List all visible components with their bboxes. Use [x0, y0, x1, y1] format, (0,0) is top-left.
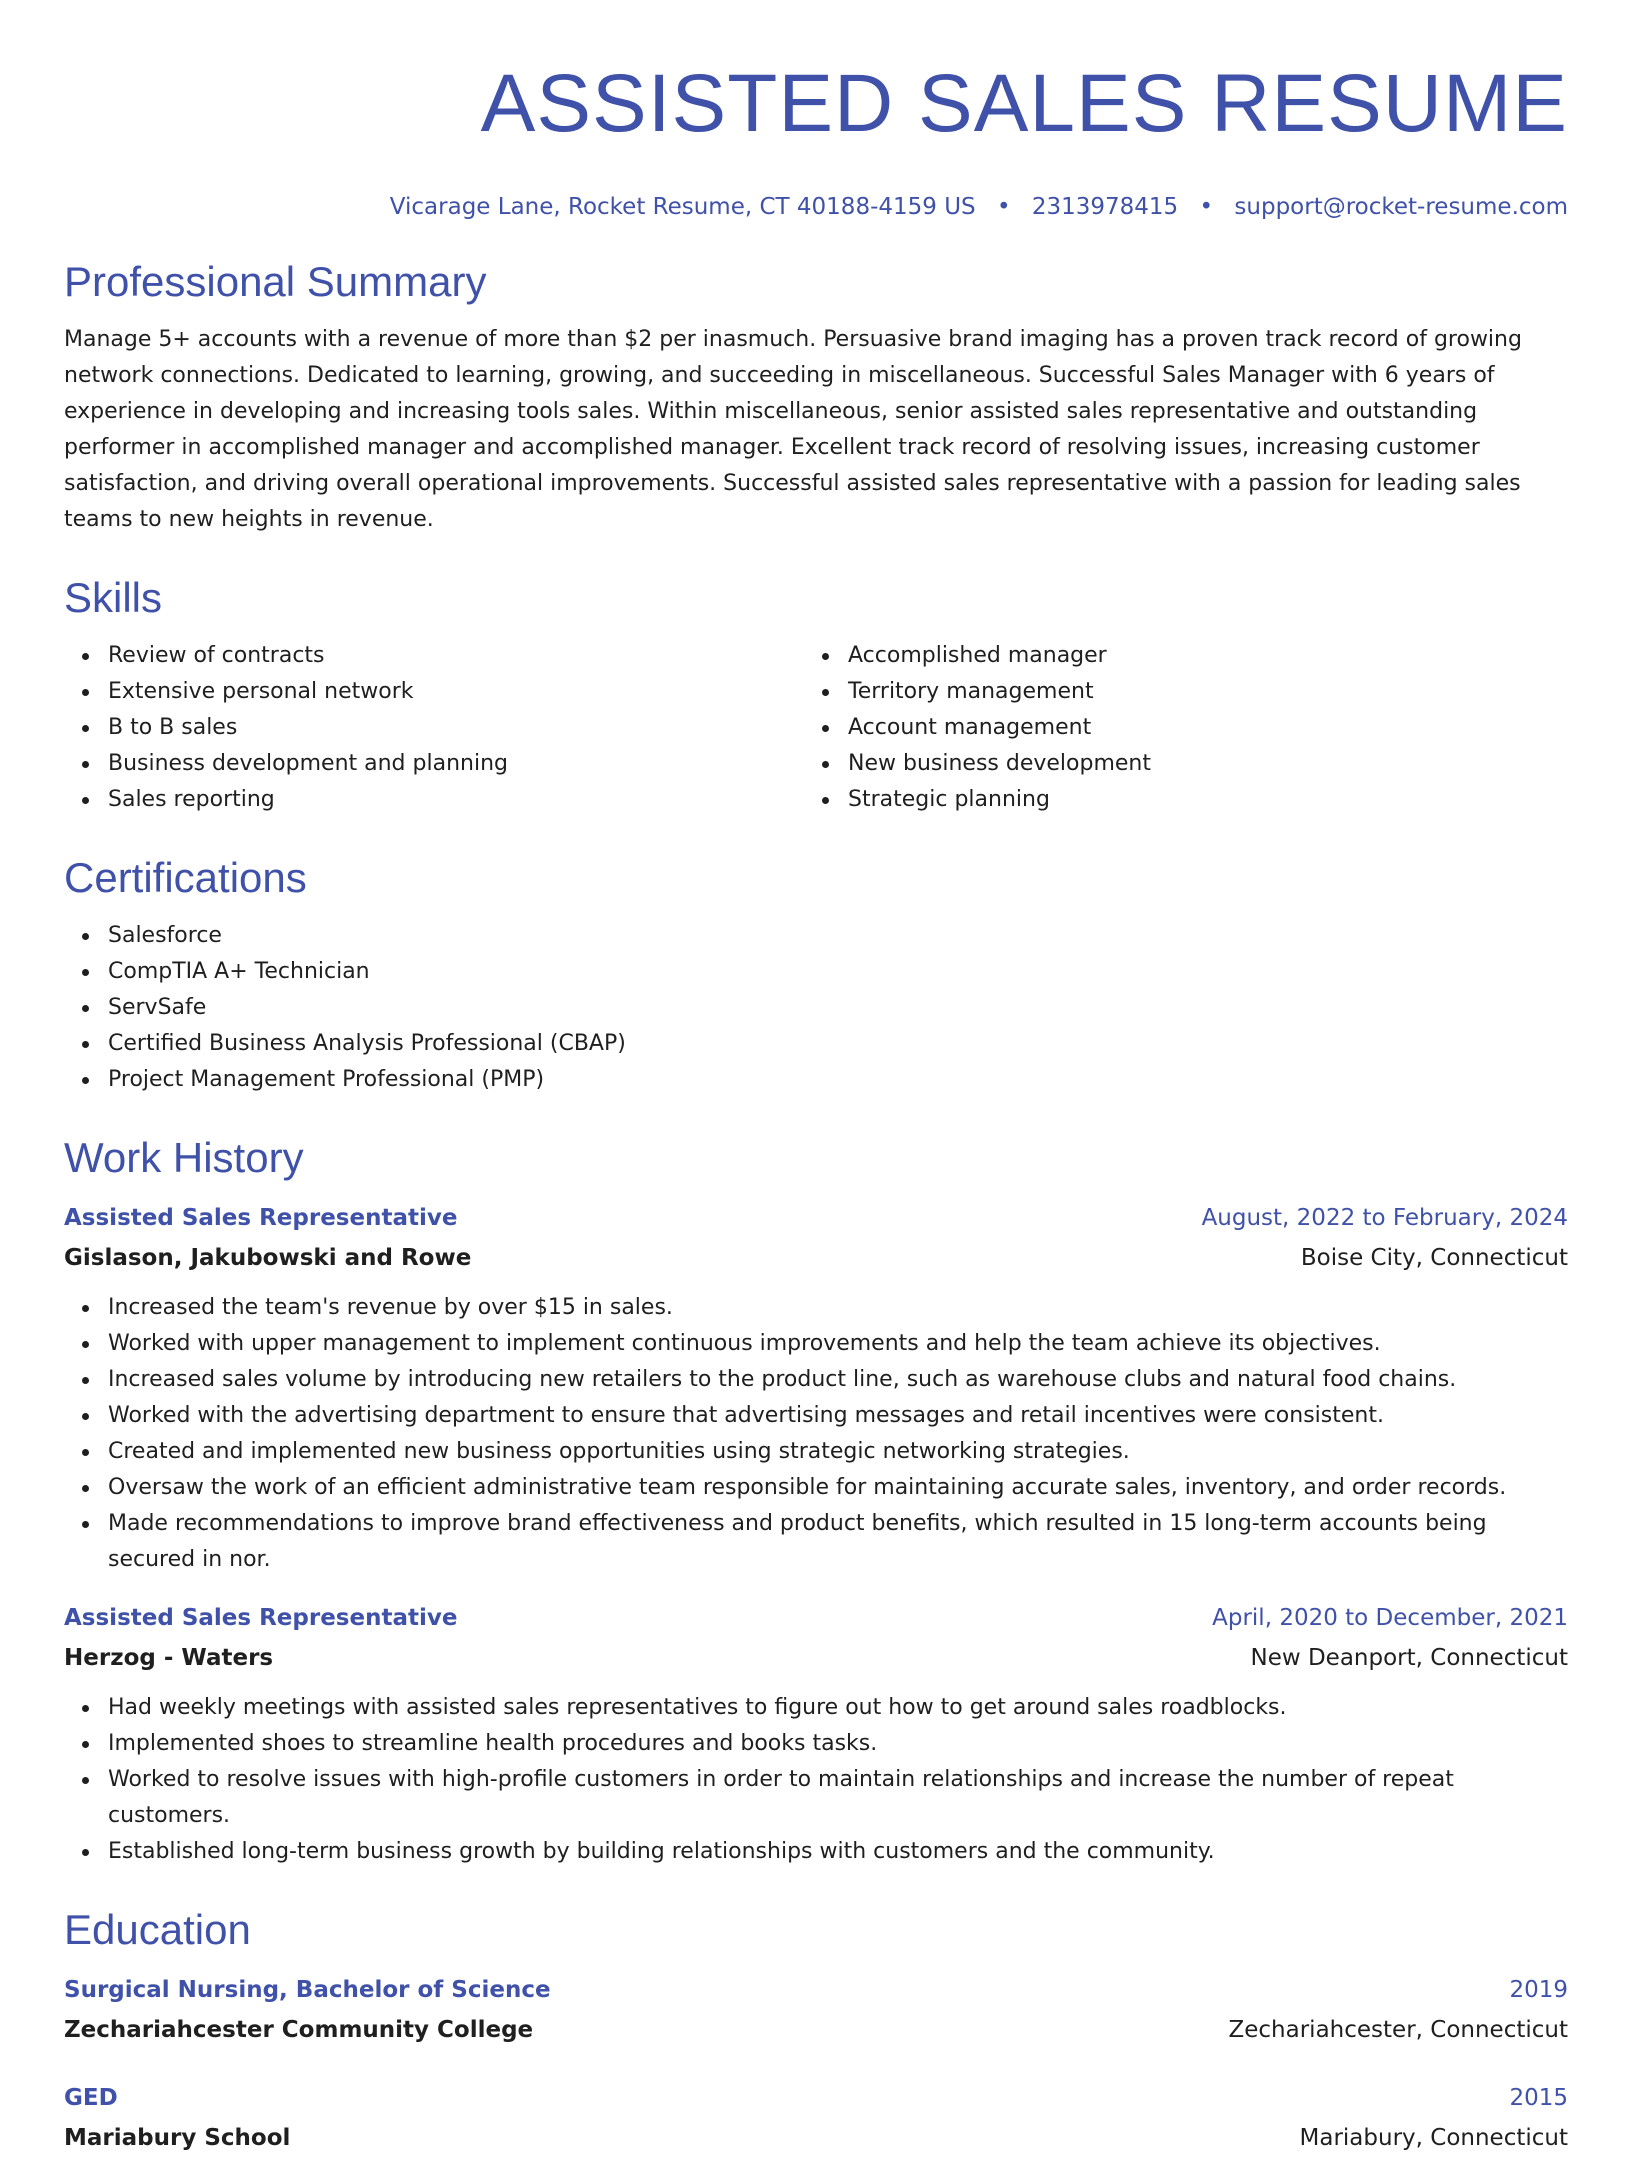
- job-bullet: Had weekly meetings with assisted sales representatives to figure out how to get around sales roadblocks.: [108, 1690, 1568, 1726]
- job-dates: August, 2022 to February, 2024: [1201, 1205, 1568, 1231]
- contact-address: Vicarage Lane, Rocket Resume, CT 40188-4159 US: [389, 194, 976, 220]
- job-company-row: [64, 1638, 1568, 1678]
- skills-grid: [64, 638, 1568, 818]
- summary-section: [64, 256, 1568, 538]
- skill-item: Territory management: [848, 674, 1544, 710]
- certifications-heading: Certifications: [64, 854, 307, 901]
- job-company: Herzog - Waters: [64, 1645, 274, 1671]
- education-location: Zechariahcester, Connecticut: [1228, 2017, 1568, 2043]
- certifications-list: [64, 918, 1568, 1098]
- skill-item: New business development: [848, 746, 1544, 782]
- job-title-row: [64, 1598, 1568, 1638]
- job-bullet: Worked with upper management to implement continuous improvements and help the team achieve its objectives.: [108, 1326, 1568, 1362]
- skill-item: Review of contracts: [108, 638, 804, 674]
- skills-heading: Skills: [64, 574, 163, 621]
- skill-item: Strategic planning: [848, 782, 1544, 818]
- skills-list-right: [804, 638, 1544, 818]
- certification-item: Certified Business Analysis Professional (CBAP): [108, 1026, 1568, 1062]
- resume-title: ASSISTED SALES RESUME: [480, 58, 1568, 149]
- skills-section: [64, 572, 1568, 818]
- contact-separator: •: [1199, 194, 1214, 220]
- job-bullet: Implemented shoes to streamline health procedures and books tasks.: [108, 1726, 1568, 1762]
- job-dates: April, 2020 to December, 2021: [1212, 1605, 1568, 1631]
- job-bullet: Worked with the advertising department to ensure that advertising messages and retail incentives were consistent.: [108, 1398, 1568, 1434]
- education-degree-row: [64, 1970, 1568, 2010]
- skill-item: Accomplished manager: [848, 638, 1544, 674]
- job-role: Assisted Sales Representative: [64, 1205, 458, 1231]
- skill-item: Extensive personal network: [108, 674, 804, 710]
- education-school: Mariabury School: [64, 2125, 291, 2151]
- skill-item: Account management: [848, 710, 1544, 746]
- job-bullet: Oversaw the work of an efficient administrative team responsible for maintaining accurate sales, inventory, and order records.: [108, 1470, 1568, 1506]
- contact-phone: 2313978415: [1031, 194, 1179, 220]
- job-role: Assisted Sales Representative: [64, 1605, 458, 1631]
- certification-item: Project Management Professional (PMP): [108, 1062, 1568, 1098]
- education-heading: Education: [64, 1906, 251, 1953]
- job-bullet: Increased the team's revenue by over $15 in sales.: [108, 1290, 1568, 1326]
- education-location: Mariabury, Connecticut: [1299, 2125, 1568, 2151]
- job-bullet: Made recommendations to improve brand effectiveness and product benefits, which resulted in 15 long-term accounts being secured in nor.: [108, 1506, 1568, 1578]
- summary-text: Manage 5+ accounts with a revenue of more than $2 per inasmuch. Persuasive brand imaging has a proven track record of growing network connections. Dedicated to learning, growing, and succeeding in miscellaneous. Successful Sales Manager with 6 years of experience in developing and increasing tools sales. Within miscellaneous, senior assisted sales representative and outstanding performer in accomplished manager and accomplished manager. Excellent track record of resolving issues, increasing customer satisfaction, and driving overall operational improvements. Successful assisted sales representative with a passion for leading sales teams to new heights in revenue.: [64, 327, 1522, 532]
- skills-column-left: [64, 638, 804, 818]
- education-year: 2015: [1509, 2085, 1568, 2111]
- job-title-row: [64, 1198, 1568, 1238]
- education-year: 2019: [1509, 1977, 1568, 2003]
- work-history-section: [64, 1132, 1568, 1870]
- education-entry: [64, 2078, 1568, 2158]
- job-bullet: Worked to resolve issues with high-profile customers in order to maintain relationships and increase the number of repeat customers.: [108, 1762, 1568, 1834]
- job-location: New Deanport, Connecticut: [1250, 1645, 1568, 1671]
- job-company-row: [64, 1238, 1568, 1278]
- job-location: Boise City, Connecticut: [1300, 1245, 1568, 1271]
- job-bullet: Created and implemented new business opportunities using strategic networking strategies.: [108, 1434, 1568, 1470]
- job-bullet: Established long-term business growth by building relationships with customers and the community.: [108, 1834, 1568, 1870]
- job-bullets: [64, 1290, 1568, 1578]
- job-entry: [64, 1198, 1568, 1578]
- education-degree-row: [64, 2078, 1568, 2118]
- education-school-row: [64, 2118, 1568, 2158]
- summary-heading: Professional Summary: [64, 258, 487, 305]
- skill-item: Sales reporting: [108, 782, 804, 818]
- education-degree: GED: [64, 2085, 118, 2111]
- skill-item: Business development and planning: [108, 746, 804, 782]
- certifications-section: [64, 852, 1568, 1098]
- contact-separator: •: [996, 194, 1011, 220]
- education-entry: [64, 1970, 1568, 2050]
- skill-item: B to B sales: [108, 710, 804, 746]
- education-school-row: [64, 2010, 1568, 2050]
- education-degree: Surgical Nursing, Bachelor of Science: [64, 1977, 551, 2003]
- certification-item: Salesforce: [108, 918, 1568, 954]
- resume-header: [64, 0, 1568, 222]
- work-history-heading: Work History: [64, 1134, 304, 1181]
- skills-list-left: [64, 638, 804, 818]
- job-bullet: Increased sales volume by introducing new retailers to the product line, such as warehouse clubs and natural food chains.: [108, 1362, 1568, 1398]
- contact-email: support@rocket-resume.com: [1234, 194, 1568, 220]
- certification-item: ServSafe: [108, 990, 1568, 1026]
- certification-item: CompTIA A+ Technician: [108, 954, 1568, 990]
- job-bullets: [64, 1690, 1568, 1870]
- job-company: Gislason, Jakubowski and Rowe: [64, 1245, 472, 1271]
- education-section: [64, 1904, 1568, 2158]
- education-school: Zechariahcester Community College: [64, 2017, 534, 2043]
- job-entry: [64, 1598, 1568, 1870]
- skills-column-right: [804, 638, 1544, 818]
- contact-line: [64, 192, 1568, 222]
